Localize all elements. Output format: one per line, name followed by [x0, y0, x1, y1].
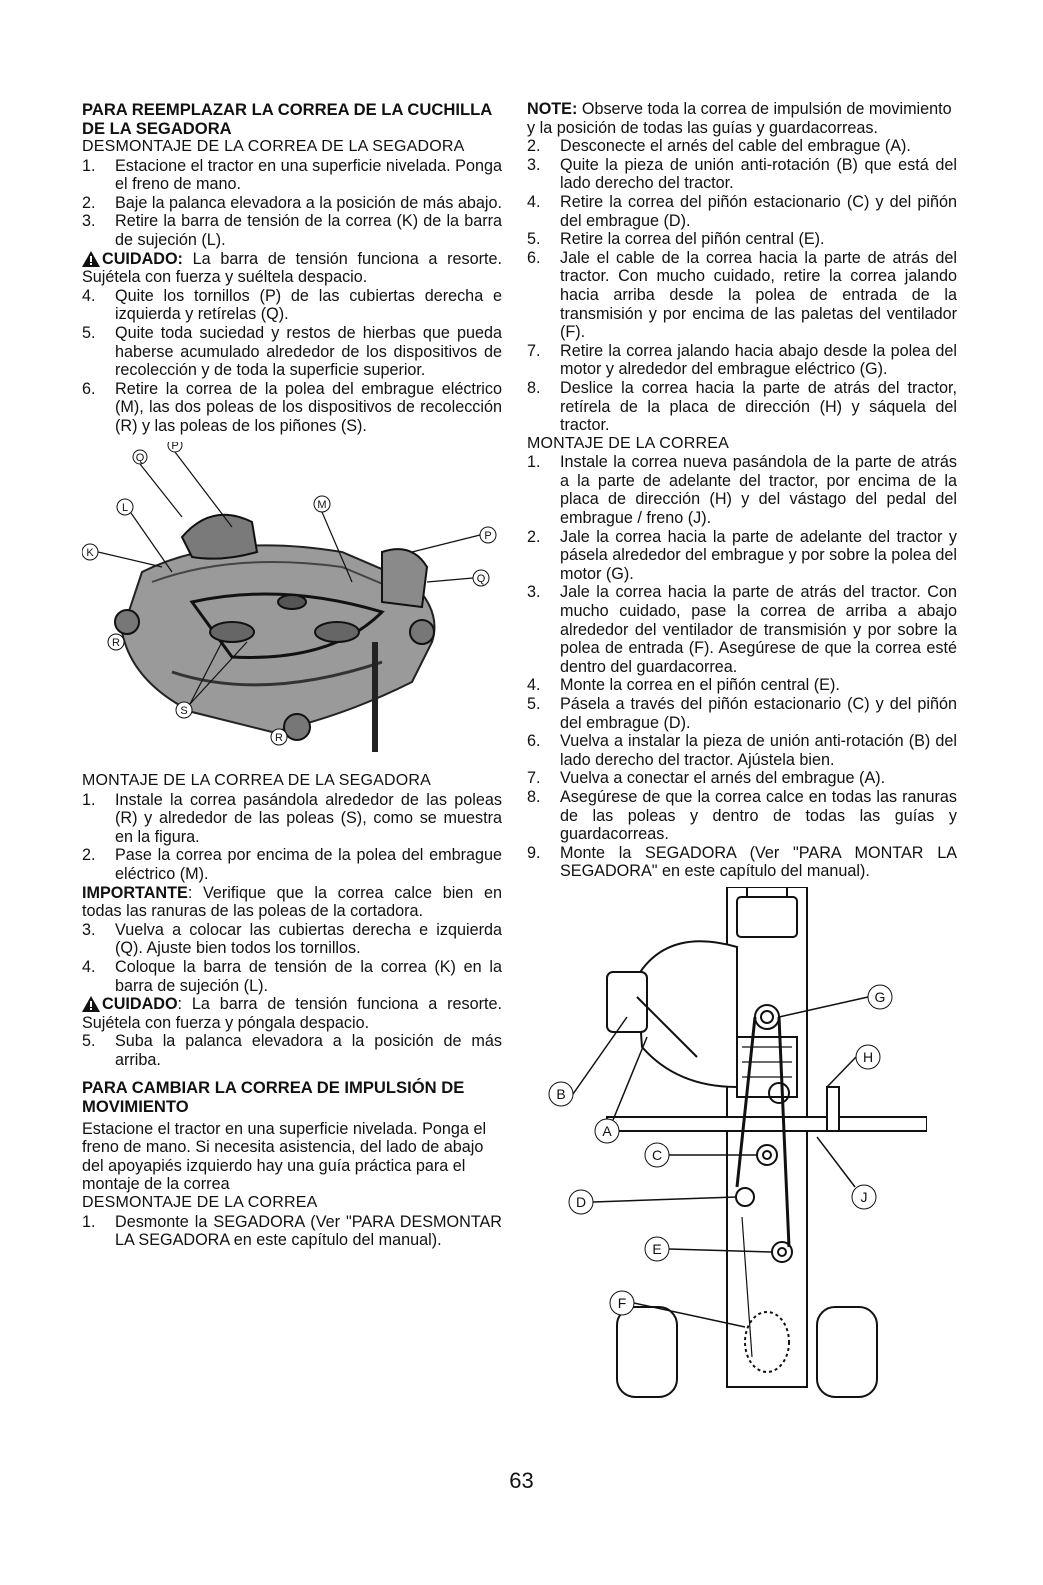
important-note: IMPORTANTE: Verifique que la correa calce bien en todas las ranuras de las poleas de la cortadora. — [82, 883, 502, 921]
section-heading-mower-belt: PARA REEMPLAZAR LA CORREA DE LA CUCHILLA DE LA SEGADORA — [82, 100, 492, 138]
note-label: NOTE: — [527, 100, 578, 118]
list-item: 1. Instale la correa nueva pasándola de la parte de atrás a la parte de adelante del tractor, por encima de la placa de dirección (H) y del vástago del pedal del embrague / freno (J). — [527, 453, 957, 528]
callout-label-c: C — [651, 1146, 663, 1163]
subheading-mower-belt-install: MONTAJE DE LA CORREA DE LA SEGADORA — [82, 772, 432, 790]
note: NOTE: Observe toda la correa de impulsión de movimiento y la posición de todas las guías y guardacorreas. — [527, 100, 952, 137]
callout-label-d: D — [575, 1193, 587, 1210]
step-list-install-b — [82, 921, 502, 995]
list-item: 7. Retire la correa jalando hacia abajo desde la polea del motor y alrededor del embrague eléctrico (G). — [527, 341, 957, 379]
list-item: 5. Quite toda suciedad y restos de hierbas que pueda haberse acumulado alrededor de los dispositivos de recolección y de toda la superficie superior. — [82, 323, 502, 380]
list-item: 8. Deslice la correa hacia la parte de atrás del tractor, retírela de la placa de dirección (H) y sáquela del tractor. — [527, 378, 957, 435]
list-item: 3. Retire la barra de tensión de la correa (K) de la barra de sujeción (L). — [82, 212, 502, 249]
list-item: 4. Monte la correa en el piñón central (E). — [527, 676, 840, 695]
callout-label-s: S — [180, 704, 188, 717]
callout-label-k: K — [86, 546, 94, 559]
callout-label-q2: Q — [476, 572, 486, 585]
subheading-drive-belt-install: MONTAJE DE LA CORREA — [527, 434, 729, 452]
list-item: 6. Retire la correa de la polea del embrague eléctrico (M), las dos poleas de los dispositivos de recolección (R) y las poleas de los piñones (S). — [82, 379, 502, 435]
callout-label-q: Q — [135, 451, 145, 464]
list-item: 6. Vuelva a instalar la pieza de unión anti-rotación (B) del lado derecho del tractor. Ajústela bien. — [527, 732, 957, 769]
list-item: 9. Monte la SEGADORA (Ver "PARA MONTAR LA SEGADORA" en este capítulo del manual). — [527, 843, 957, 881]
callout-label-h: H — [862, 1048, 874, 1065]
drive-belt-diagram — [527, 887, 927, 1407]
list-item: 5. Retire la correa del piñón central (E). — [527, 230, 825, 249]
list-item: 5. Pásela a través del piñón estacionario (C) y del piñón del embrague (D). — [527, 695, 957, 732]
step-list-drive-removal-a — [82, 1213, 502, 1250]
callout-label-r2: R — [275, 731, 283, 744]
list-item: 1. Desmonte la SEGADORA (Ver "PARA DESMONTAR LA SEGADORA en este capítulo del manual). — [82, 1212, 502, 1250]
list-item: 3. Vuelva a colocar las cubiertas derecha e izquierda (Q). Ajuste bien todos los tornillos. — [82, 920, 502, 958]
list-item: 2. Desconecte el arnés del cable del embrague (A). — [527, 137, 911, 156]
callout-label-r: R — [112, 636, 120, 649]
list-item: 7. Vuelva a conectar el arnés del embrague (A). — [527, 769, 886, 788]
list-item: 4. Retire la correa del piñón estacionario (C) y del piñón del embrague (D). — [527, 192, 957, 230]
step-list-drive-removal-b — [527, 137, 957, 435]
callout-label-p: P — [171, 441, 179, 452]
callout-label-l: L — [121, 501, 129, 514]
important-label: IMPORTANTE — [82, 883, 188, 902]
list-item: 4. Coloque la barra de tensión de la correa (K) en la barra de sujeción (L). — [82, 958, 502, 995]
drive-belt-intro: Estacione el tractor en una superficie nivelada. Ponga el freno de mano. Si necesita asistencia, del lado de abajo del apoyapiés izquierdo hay una guía práctica para el montaje de la correa — [82, 1119, 487, 1194]
tractor-frame-illustration — [607, 887, 927, 1397]
warning-triangle-icon — [82, 251, 100, 267]
list-item: 6. Jale el cable de la correa hacia la parte de atrás del tractor. Con mucho cuidado, retire la correa jalando hacia arriba desde la polea de entrada de la transmisión y por encima de las paletas del ventilador (F). — [527, 248, 957, 342]
caution-label: CUIDADO — [102, 995, 178, 1014]
caution-note-2: CUIDADO: La barra de tensión funciona a resorte. Sujétela con fuerza y póngala despacio. — [82, 995, 502, 1032]
step-list-removal-a — [82, 157, 502, 250]
list-item: 3. Jale la correa hacia la parte de atrás del tractor. Con mucho cuidado, pase la correa de arriba a abajo alrededor del ventilador de transmisión y por sobre la polea de entrada (F). Asegúrese de que la correa esté dentro del guardacorrea. — [527, 583, 957, 676]
callout-label-a: A — [602, 1122, 612, 1139]
caution-label: CUIDADO: — [102, 249, 183, 268]
section-heading-drive-belt: PARA CAMBIAR LA CORREA DE IMPULSIÓN DE MOVIMIENTO — [82, 1077, 465, 1116]
page-number: 63 — [509, 1468, 534, 1493]
caution-note: CUIDADO: La barra de tensión funciona a resorte. Sujétela con fuerza y suéltela despacio. — [82, 249, 502, 287]
list-item: 5. Suba la palanca elevadora a la posición de más arriba. — [82, 1032, 502, 1069]
list-item: 1. Estacione el tractor en una superficie nivelada. Ponga el freno de mano. — [82, 156, 502, 194]
left-column — [82, 100, 502, 1250]
callout-label-e: E — [652, 1240, 662, 1257]
step-list-install-c — [82, 1032, 502, 1069]
step-list-install-a — [82, 791, 502, 884]
list-item: 3. Quite la pieza de unión anti-rotación (B) que está del lado derecho del tractor. — [527, 155, 957, 193]
mower-deck-illustration — [115, 514, 435, 751]
callout-label-m: M — [317, 498, 327, 511]
callout-label-b: B — [556, 1085, 566, 1102]
list-item: 4. Quite los tornillos (P) de las cubiertas derecha e izquierda y retírelas (Q). — [82, 286, 502, 324]
list-item: 1. Instale la correa pasándola alrededor de las poleas (R) y alrededor de las poleas (S), como se muestra en la figura. — [82, 790, 502, 846]
list-item: 2. Pase la correa por encima de la polea del embrague eléctrico (M). — [82, 846, 502, 884]
right-column — [527, 100, 957, 1412]
step-list-drive-install — [527, 453, 957, 881]
subheading-mower-belt-removal: DESMONTAJE DE LA CORREA DE LA SEGADORA — [82, 138, 465, 155]
list-item: 2. Baje la palanca elevadora a la posición de más abajo. — [82, 193, 502, 212]
callout-label-j: J — [860, 1188, 868, 1205]
warning-triangle-icon — [82, 996, 100, 1012]
callout-label-p2: P — [484, 529, 492, 542]
subheading-drive-belt-removal: DESMONTAJE DE LA CORREA — [82, 1193, 318, 1211]
mower-deck-diagram — [82, 442, 502, 762]
callout-label-g: G — [874, 988, 886, 1005]
list-item: 8. Asegúrese de que la correa calce en todas las ranuras de las poleas y dentro de todas las guías y guardacorreas. — [527, 787, 957, 844]
step-list-removal-b — [82, 287, 502, 436]
list-item: 2. Jale la correa hacia la parte de adelante del tractor y pásela alrededor del embrague y por sobre la polea del motor (G). — [527, 527, 957, 583]
callout-label-f: F — [617, 1294, 627, 1311]
